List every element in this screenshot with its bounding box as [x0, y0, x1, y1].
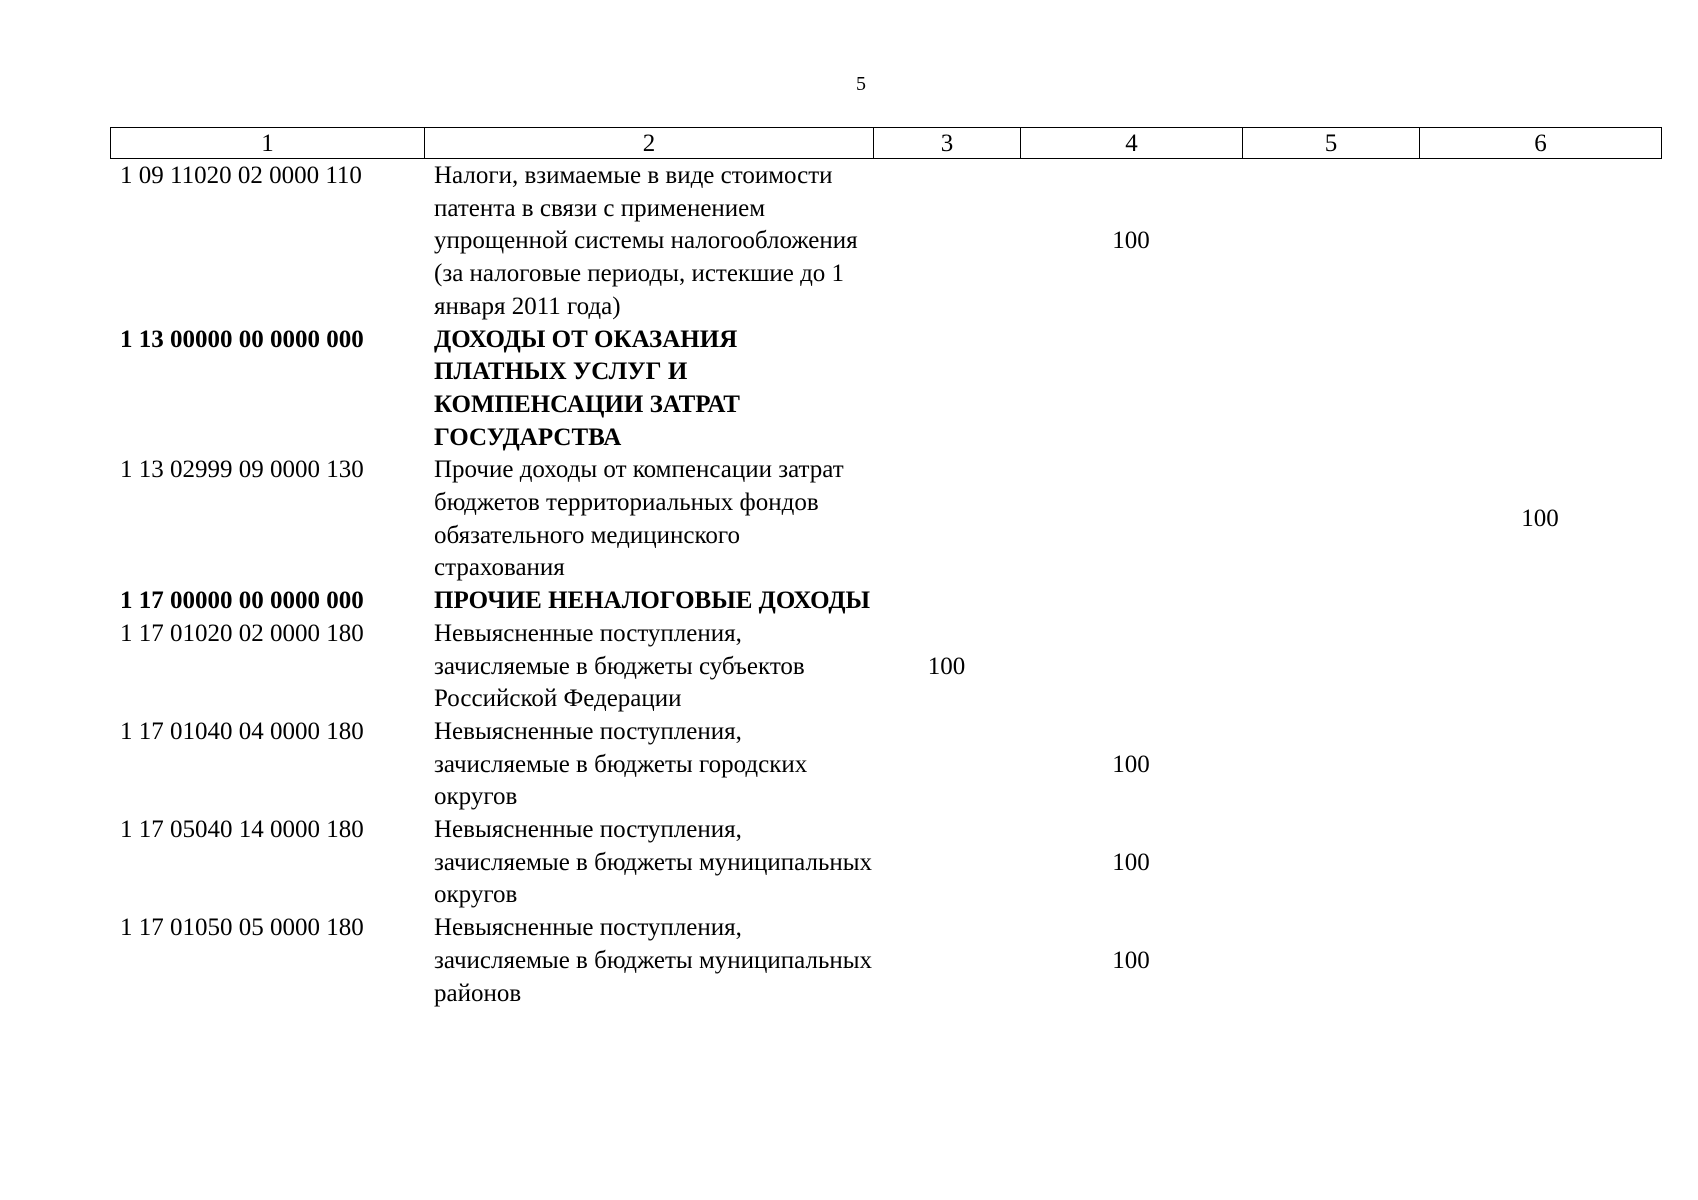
name-cell: ДОХОДЫ ОТ ОКАЗАНИЯ ПЛАТНЫХ УСЛУГ И КОМПЕНСАЦИИ ЗАТРАТ ГОСУДАРСТВА [434, 325, 740, 451]
page-number: 5 [856, 73, 866, 95]
column-header-5: 5 [1243, 128, 1420, 159]
col4-cell: 100 [1112, 227, 1150, 255]
code-cell: 1 17 01040 04 0000 180 [120, 717, 364, 745]
col6-cell [1419, 814, 1661, 912]
column-header-3: 3 [874, 128, 1021, 159]
col3-cell [873, 160, 1020, 324]
col3-cell [873, 912, 1020, 1010]
col6-cell [1419, 160, 1661, 324]
col6-cell: 100 [1521, 505, 1559, 533]
col5-cell [1242, 585, 1419, 618]
col4-cell: 100 [1112, 750, 1150, 778]
col3-cell [873, 454, 1020, 585]
col3-cell: 100 [927, 652, 966, 680]
col6-cell [1419, 585, 1661, 618]
code-cell: 1 17 01020 02 0000 180 [120, 619, 364, 647]
col5-cell [1242, 618, 1419, 716]
code-cell: 1 17 00000 00 0000 000 [120, 587, 364, 615]
col4-cell [1020, 324, 1242, 455]
column-header-6: 6 [1420, 128, 1662, 159]
code-cell: 1 09 11020 02 0000 110 [120, 162, 362, 189]
col5-cell [1242, 912, 1419, 1010]
col5-cell [1242, 324, 1419, 455]
col6-cell [1419, 324, 1661, 455]
col6-cell [1419, 716, 1661, 814]
table-body [110, 160, 1661, 1010]
col4-cell [1020, 618, 1242, 716]
name-cell: Невыясненные поступления, зачисляемые в бюджеты субъектов Российской Федерации [434, 619, 805, 713]
column-header-2: 2 [425, 128, 874, 159]
name-cell: Невыясненные поступления, зачисляемые в бюджеты муниципальных округов [434, 816, 873, 909]
col5-cell [1242, 814, 1419, 912]
col5-cell [1242, 716, 1419, 814]
col4-cell: 100 [1112, 848, 1150, 876]
col6-cell [1419, 912, 1661, 1010]
code-cell: 1 13 00000 00 0000 000 [120, 325, 364, 353]
table-row [110, 912, 1661, 1010]
name-cell: Невыясненные поступления, зачисляемые в бюджеты муниципальных районов [434, 914, 873, 1007]
col3-cell [873, 716, 1020, 814]
table-row [110, 585, 1661, 618]
table-row [110, 160, 1661, 324]
name-cell: Прочие доходы от компенсации затрат бюджетов территориальных фондов обязательного медицинского страхования [434, 456, 844, 582]
col5-cell [1242, 160, 1419, 324]
col3-cell [873, 814, 1020, 912]
name-cell: Невыясненные поступления, зачисляемые в бюджеты городских округов [434, 717, 808, 811]
column-header-1: 1 [111, 128, 425, 159]
code-cell: 1 17 01050 05 0000 180 [120, 914, 364, 942]
code-cell: 1 13 02999 09 0000 130 [120, 456, 364, 484]
code-cell: 1 17 05040 14 0000 180 [120, 816, 364, 844]
table-row [110, 716, 1661, 814]
col4-cell: 100 [1112, 946, 1150, 974]
table-header [110, 127, 1662, 159]
name-cell: Налоги, взимаемые в виде стоимости патента в связи с применением упрощенной системы налогообложения (за налоговые периоды, истекшие до 1 января 2011 года) [434, 162, 858, 320]
col5-cell [1242, 454, 1419, 585]
column-header-4: 4 [1021, 128, 1243, 159]
col6-cell [1419, 618, 1661, 716]
col3-cell [873, 324, 1020, 455]
col4-cell [1020, 585, 1242, 618]
table-row [110, 618, 1661, 716]
table-row [110, 324, 1661, 455]
col4-cell [1020, 454, 1242, 585]
name-cell: ПРОЧИЕ НЕНАЛОГОВЫЕ ДОХОДЫ [434, 587, 871, 615]
col3-cell [873, 585, 1020, 618]
table-row [110, 814, 1661, 912]
table-row [110, 454, 1661, 585]
